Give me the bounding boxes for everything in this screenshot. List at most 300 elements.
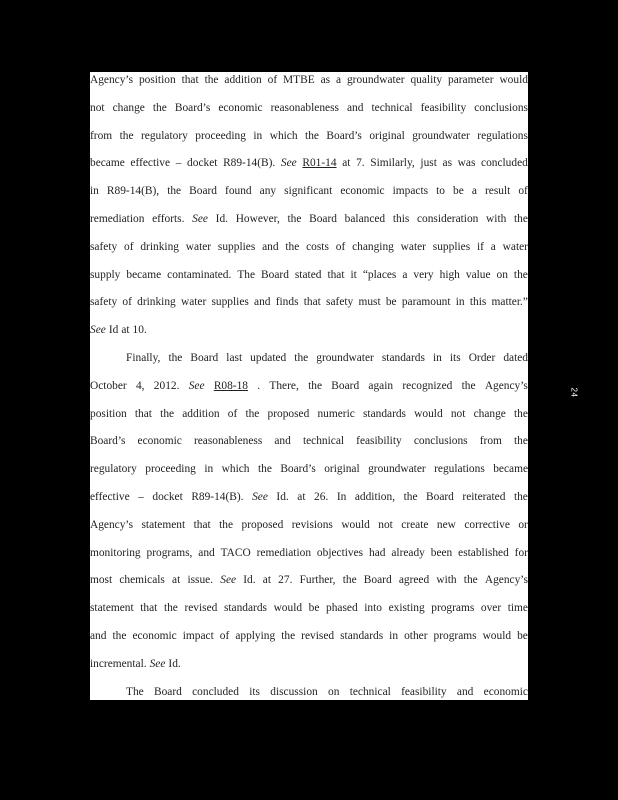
word: the — [257, 463, 272, 476]
word: Further, — [299, 574, 336, 587]
word: that — [193, 518, 211, 531]
paragraph-mtbe-addition — [90, 72, 528, 350]
word: the — [281, 629, 296, 642]
word: corrective — [464, 518, 510, 531]
word: supplies — [217, 240, 256, 253]
word: feasibility — [420, 101, 467, 114]
word: the — [461, 379, 476, 392]
word: time — [507, 602, 528, 615]
word: value — [465, 268, 491, 281]
word: applying — [235, 629, 276, 642]
word: matter.” — [491, 296, 528, 309]
word: at — [172, 574, 181, 587]
word: the — [160, 407, 175, 420]
word: would — [341, 518, 370, 531]
word: Board — [426, 490, 454, 503]
word: groundwater — [412, 129, 470, 142]
word: groundwater — [346, 74, 405, 86]
word: must — [358, 296, 381, 309]
word: this — [469, 296, 487, 309]
word: Board — [154, 685, 182, 698]
word: create — [401, 518, 429, 531]
word: chemicals — [119, 574, 165, 587]
text-line — [90, 600, 528, 628]
word: remediation — [90, 212, 145, 225]
word: Board’s — [326, 129, 362, 142]
word: addition — [224, 74, 262, 86]
word: that — [327, 268, 345, 281]
text-line — [90, 294, 528, 322]
word: standards — [340, 629, 384, 642]
word: which — [221, 463, 250, 476]
word: on — [328, 685, 340, 698]
word: 7. — [356, 157, 365, 170]
word: from — [479, 435, 502, 448]
word: the — [204, 74, 219, 86]
word: See — [192, 212, 208, 225]
text-line — [90, 239, 528, 267]
word: reasonableness — [270, 101, 339, 114]
word: the — [305, 129, 319, 142]
word: See — [252, 490, 268, 503]
word: of — [227, 407, 238, 420]
word: of — [122, 296, 132, 309]
word: that — [303, 296, 321, 309]
word: revisions — [291, 518, 333, 531]
word: safety — [90, 296, 118, 309]
word: technical — [349, 685, 391, 698]
word: and — [274, 435, 291, 448]
paragraph-board-concluded — [90, 684, 528, 700]
word: the — [294, 351, 309, 364]
word: safety — [326, 296, 354, 309]
word: the — [514, 407, 528, 420]
word: balanced — [344, 212, 386, 225]
word: would — [273, 602, 303, 615]
word: supplies — [211, 296, 249, 309]
word: it — [350, 268, 357, 281]
word: in — [204, 463, 214, 476]
word: was — [457, 157, 476, 170]
word: Board — [261, 268, 289, 281]
word: the — [219, 518, 234, 531]
word: changing — [352, 240, 394, 253]
word: would — [414, 407, 443, 420]
word: position — [90, 407, 127, 420]
word: revised — [184, 602, 218, 615]
word: Id. — [168, 657, 181, 670]
word: in — [455, 296, 465, 309]
word: concluded — [192, 685, 239, 698]
text-line — [90, 517, 528, 545]
word: became — [90, 157, 125, 170]
word: its — [449, 351, 461, 364]
word: and — [198, 546, 215, 559]
page-side-number: 24 — [569, 387, 579, 398]
word: incremental. — [90, 657, 147, 670]
text-line — [90, 433, 528, 461]
docket-reference-link[interactable]: R01-14 — [302, 157, 337, 170]
word: R89-14(B). — [191, 490, 244, 503]
word: finds — [275, 296, 299, 309]
text-line — [90, 322, 528, 350]
word: of — [219, 629, 230, 642]
word: Finally, — [126, 351, 161, 364]
word: any — [259, 185, 277, 198]
word: addition — [182, 407, 220, 420]
word: quality — [410, 74, 443, 86]
word: Board’s — [90, 435, 126, 448]
text-line — [90, 155, 528, 183]
word: Board — [331, 379, 360, 392]
word: other — [404, 629, 428, 642]
word: 10. — [132, 324, 147, 337]
word: standards — [223, 602, 267, 615]
word: TACO — [220, 546, 251, 559]
word: regulations — [434, 463, 485, 476]
word: discussion — [270, 685, 318, 698]
word: 27. — [278, 574, 293, 587]
text-line — [90, 72, 528, 100]
word: economic — [132, 629, 177, 642]
word: Agency’s — [90, 74, 134, 86]
word: on — [496, 268, 508, 281]
word: conclusions — [413, 435, 468, 448]
text-line — [90, 350, 528, 378]
word: dated — [503, 351, 528, 364]
word: that — [134, 407, 152, 420]
word: MTBE — [283, 74, 315, 86]
word: found — [225, 185, 252, 198]
word: that — [140, 602, 158, 615]
word: as — [320, 74, 331, 86]
word: the — [514, 212, 528, 225]
word: economic — [483, 685, 528, 698]
word: water — [400, 240, 426, 253]
word: See — [149, 657, 166, 670]
word: proceeding — [145, 463, 196, 476]
word: new — [436, 518, 456, 531]
text-line — [90, 378, 528, 406]
word: change — [473, 407, 506, 420]
word: groundwater — [368, 463, 426, 476]
word: Board’s — [280, 463, 316, 476]
document-page — [90, 72, 528, 700]
word: consideration — [416, 212, 479, 225]
word: contaminated. — [167, 268, 232, 281]
word: the — [513, 268, 528, 281]
word: proposed — [241, 518, 284, 531]
word: a — [336, 74, 342, 86]
word: safety — [90, 240, 118, 253]
word: Agency’s — [484, 379, 528, 392]
word: programs — [431, 602, 475, 615]
word: phased — [326, 602, 358, 615]
word: not — [450, 407, 466, 420]
text-line — [90, 211, 528, 239]
word: regulatory — [90, 463, 137, 476]
text-line — [90, 656, 528, 684]
word: technical — [371, 101, 413, 114]
word: result — [484, 185, 511, 198]
text-line — [90, 100, 528, 128]
word: drinking — [137, 296, 176, 309]
word: economic — [218, 101, 263, 114]
word: The — [237, 268, 256, 281]
word: of — [335, 240, 346, 253]
word: original — [324, 463, 360, 476]
word: “places — [362, 268, 397, 281]
word: in — [389, 629, 399, 642]
word: impact — [182, 629, 214, 642]
word: statement — [90, 602, 134, 615]
word: See — [280, 157, 297, 170]
word: over — [480, 602, 502, 615]
word: Id. — [243, 574, 256, 587]
word: already — [391, 546, 425, 559]
word: economic — [137, 435, 182, 448]
text-line — [90, 545, 528, 573]
word: feasibility — [401, 685, 447, 698]
word: concluded — [481, 157, 528, 170]
word: objectives — [316, 546, 364, 559]
word: a — [490, 240, 496, 253]
word: high — [439, 268, 460, 281]
word: Board — [309, 212, 337, 225]
word: See — [90, 324, 106, 337]
word: if — [476, 240, 484, 253]
word: Similarly, — [370, 157, 415, 170]
word: the — [168, 351, 183, 364]
word: issue. — [187, 574, 214, 587]
word: water — [502, 240, 528, 253]
word: agreed — [398, 574, 430, 587]
word: costs — [306, 240, 329, 253]
word: Agency’s — [484, 574, 528, 587]
word: docket — [152, 490, 183, 503]
word: conclusions — [474, 101, 528, 114]
word: parameter — [448, 74, 494, 86]
word: programs — [433, 629, 477, 642]
word: monitoring — [90, 546, 141, 559]
word: the — [163, 602, 178, 615]
word: with — [486, 212, 507, 225]
word: for — [514, 546, 528, 559]
word: water — [185, 240, 212, 253]
word: standards — [381, 351, 425, 364]
word: original — [369, 129, 405, 142]
word: again — [368, 379, 394, 392]
word: most — [90, 574, 113, 587]
word: at — [342, 157, 351, 170]
word: position — [138, 74, 176, 86]
word: be — [453, 185, 464, 198]
word: the — [287, 212, 302, 225]
word: very — [413, 268, 434, 281]
word: at — [121, 324, 130, 337]
word: a — [471, 185, 477, 198]
word: as — [442, 157, 453, 170]
word: be — [308, 602, 320, 615]
word: the — [245, 407, 260, 420]
word: existing — [388, 602, 425, 615]
word: became — [493, 463, 528, 476]
word: the — [285, 240, 300, 253]
word: feasibility — [356, 435, 402, 448]
word: and — [254, 296, 271, 309]
word: became — [126, 268, 162, 281]
word: paramount — [401, 296, 451, 309]
text-line — [90, 628, 528, 656]
text-line — [90, 572, 528, 600]
word: Board — [363, 574, 392, 587]
word: programs, — [146, 546, 193, 559]
word: drinking — [140, 240, 179, 253]
word: Board’s — [174, 101, 211, 114]
word: reasonableness — [193, 435, 263, 448]
word: be — [517, 629, 528, 642]
word: R89-14(B), — [106, 185, 160, 198]
word: not — [90, 101, 105, 114]
word: the — [463, 574, 478, 587]
word: statement — [141, 518, 186, 531]
text-line — [90, 267, 528, 295]
word: economic — [340, 185, 385, 198]
word: See — [220, 574, 237, 587]
word: – — [175, 157, 182, 170]
word: recognized — [402, 379, 453, 392]
word: 26. — [314, 490, 329, 503]
word: the — [308, 379, 323, 392]
word: this — [392, 212, 410, 225]
word: a — [402, 268, 408, 281]
word: in — [90, 185, 99, 198]
word: not — [378, 518, 393, 531]
word: just — [420, 157, 437, 170]
word: – — [138, 490, 144, 503]
text-line — [90, 128, 528, 156]
word: last — [226, 351, 243, 364]
word: of — [267, 74, 278, 86]
word: or — [518, 518, 528, 531]
word: revised — [301, 629, 335, 642]
word: that — [181, 74, 199, 86]
word: docket — [187, 157, 218, 170]
word: and — [456, 685, 474, 698]
word: the — [513, 490, 528, 503]
word: technical — [302, 435, 345, 448]
word: Id — [108, 324, 119, 337]
word: at — [297, 490, 306, 503]
word: Id. — [215, 212, 228, 225]
word: the — [119, 129, 134, 142]
word: with — [436, 574, 457, 587]
word: numeric — [317, 407, 355, 420]
word: and — [90, 629, 107, 642]
word: proposed — [267, 407, 310, 420]
word: and — [262, 240, 279, 253]
word: established — [458, 546, 509, 559]
docket-reference-link[interactable]: R08-18 — [213, 379, 248, 392]
word: 4, — [135, 379, 145, 392]
word: the — [112, 629, 127, 642]
word: stated — [294, 268, 322, 281]
text-line — [90, 684, 528, 700]
word: Order — [468, 351, 496, 364]
word: effective — [130, 157, 171, 170]
word: the — [152, 101, 167, 114]
word: in — [432, 351, 442, 364]
word: which — [269, 129, 298, 142]
word: would — [499, 74, 528, 86]
word: would — [482, 629, 512, 642]
word: However, — [235, 212, 280, 225]
word: proceeding — [195, 129, 246, 142]
word: to — [436, 185, 445, 198]
word: impacts — [392, 185, 429, 198]
word: had — [369, 546, 386, 559]
word: reiterated — [462, 490, 506, 503]
word: groundwater — [316, 351, 374, 364]
word: In — [336, 490, 347, 503]
word: Board — [190, 351, 219, 364]
word: the — [342, 574, 357, 587]
text-line — [90, 489, 528, 517]
word: There, — [269, 379, 299, 392]
word: its — [249, 685, 260, 698]
word: supply — [90, 268, 121, 281]
word: addition, — [354, 490, 396, 503]
word: the — [514, 435, 528, 448]
word: of — [124, 240, 134, 253]
word: be — [385, 296, 397, 309]
word: regulations — [477, 129, 528, 142]
word: efforts. — [152, 212, 185, 225]
word: into — [364, 602, 382, 615]
word: 2012. — [153, 379, 180, 392]
word: October — [90, 379, 127, 392]
word: and — [346, 101, 364, 114]
word: Board — [189, 185, 217, 198]
word: See — [188, 379, 205, 392]
word: been — [430, 546, 453, 559]
word: Id. — [276, 490, 289, 503]
word: effective — [90, 490, 130, 503]
word: from — [90, 129, 113, 142]
word: water — [180, 296, 207, 309]
word: The — [126, 685, 144, 698]
text-line — [90, 183, 528, 211]
word: Agency’s — [90, 518, 134, 531]
text-line — [90, 461, 528, 489]
word: significant — [284, 185, 333, 198]
word: updated — [250, 351, 287, 364]
word: standards — [362, 407, 406, 420]
text-line — [90, 406, 528, 434]
word: remediation — [256, 546, 312, 559]
word: the — [167, 185, 182, 198]
word: change — [112, 101, 145, 114]
word: the — [403, 490, 418, 503]
word: at — [262, 574, 271, 587]
word: R89-14(B). — [223, 157, 276, 170]
paragraph-finally-board-updated — [90, 350, 528, 684]
word: of — [518, 185, 528, 198]
word: supplies — [432, 240, 471, 253]
word: in — [253, 129, 263, 142]
word: . — [257, 379, 261, 392]
word: regulatory — [141, 129, 188, 142]
